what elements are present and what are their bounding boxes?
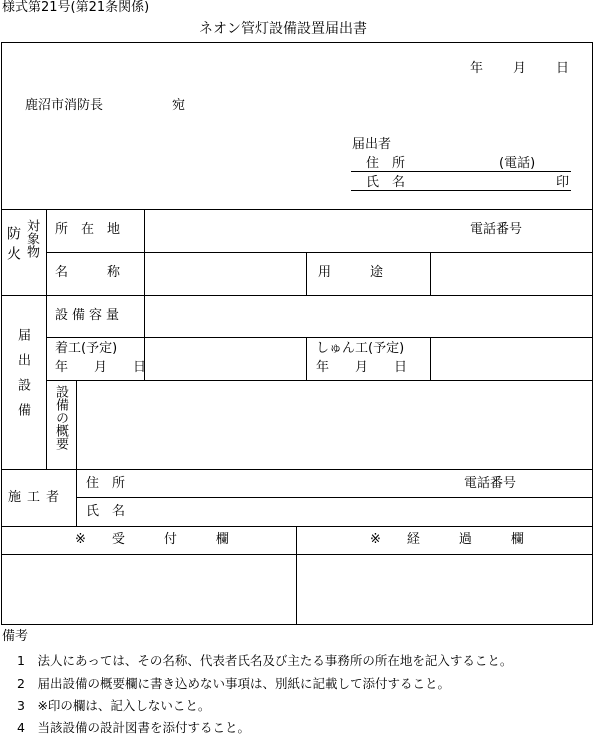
date-year-label: 年 bbox=[470, 61, 484, 76]
addressee-suffix: 宛 bbox=[172, 98, 186, 113]
form-number: 様式第21号(第21条関係) bbox=[2, 0, 150, 15]
notifier-name-label: 氏 名 bbox=[366, 175, 406, 190]
finish-label: しゅん工(予定) bbox=[316, 341, 405, 356]
date-month-label: 月 bbox=[513, 61, 527, 76]
start-date-label: 年 月 日 bbox=[55, 360, 147, 375]
object-phone-label: 電話番号 bbox=[470, 222, 523, 237]
location-label: 所 在 地 bbox=[55, 222, 121, 237]
remark-item-4: 4 当該設備の設計図書を添付すること。 bbox=[17, 720, 250, 735]
overview-label: 設備の概要 bbox=[53, 385, 68, 450]
page-title: ネオン管灯設備設置届出書 bbox=[199, 21, 367, 37]
contractor-name-label: 氏 名 bbox=[86, 504, 126, 519]
contractor-phone-label: 電話番号 bbox=[464, 476, 517, 491]
remark-item-2: 2 届出設備の概要欄に書き込めない事項は、別紙に記載して添付すること。 bbox=[17, 676, 450, 691]
notifier-phone-label: (電話) bbox=[499, 156, 536, 171]
notifier-label: 届出者 bbox=[352, 137, 392, 152]
contractor-label: 施工者 bbox=[8, 490, 66, 505]
object-name-label: 名 称 bbox=[55, 265, 121, 280]
fire-object-label-2: 対象物 bbox=[24, 219, 39, 258]
addressee: 鹿沼市消防長 bbox=[25, 98, 104, 113]
equipment-group-label: 届出設備 bbox=[15, 328, 30, 428]
capacity-label: 設備容量 bbox=[55, 308, 124, 323]
fire-object-label-1: 防火 bbox=[5, 226, 21, 266]
reception-label: ※ 受 付 欄 bbox=[75, 532, 229, 547]
seal-label: 印 bbox=[556, 175, 570, 190]
notifier-address-label: 住 所 bbox=[366, 156, 406, 171]
finish-date-label: 年 月 日 bbox=[316, 360, 408, 375]
date-day-label: 日 bbox=[556, 61, 570, 76]
start-label: 着工(予定) bbox=[55, 341, 118, 356]
remark-item-1: 1 法人にあっては、その名称、代表者氏名及び主たる事務所の所在地を記入すること。 bbox=[17, 653, 513, 668]
remark-item-3: 3 ※印の欄は、記入しないこと。 bbox=[17, 698, 211, 713]
contractor-address-label: 住 所 bbox=[86, 476, 126, 491]
use-label: 用 途 bbox=[318, 265, 384, 280]
progress-label: ※ 経 過 欄 bbox=[370, 532, 524, 547]
remarks-heading: 備考 bbox=[2, 629, 29, 644]
